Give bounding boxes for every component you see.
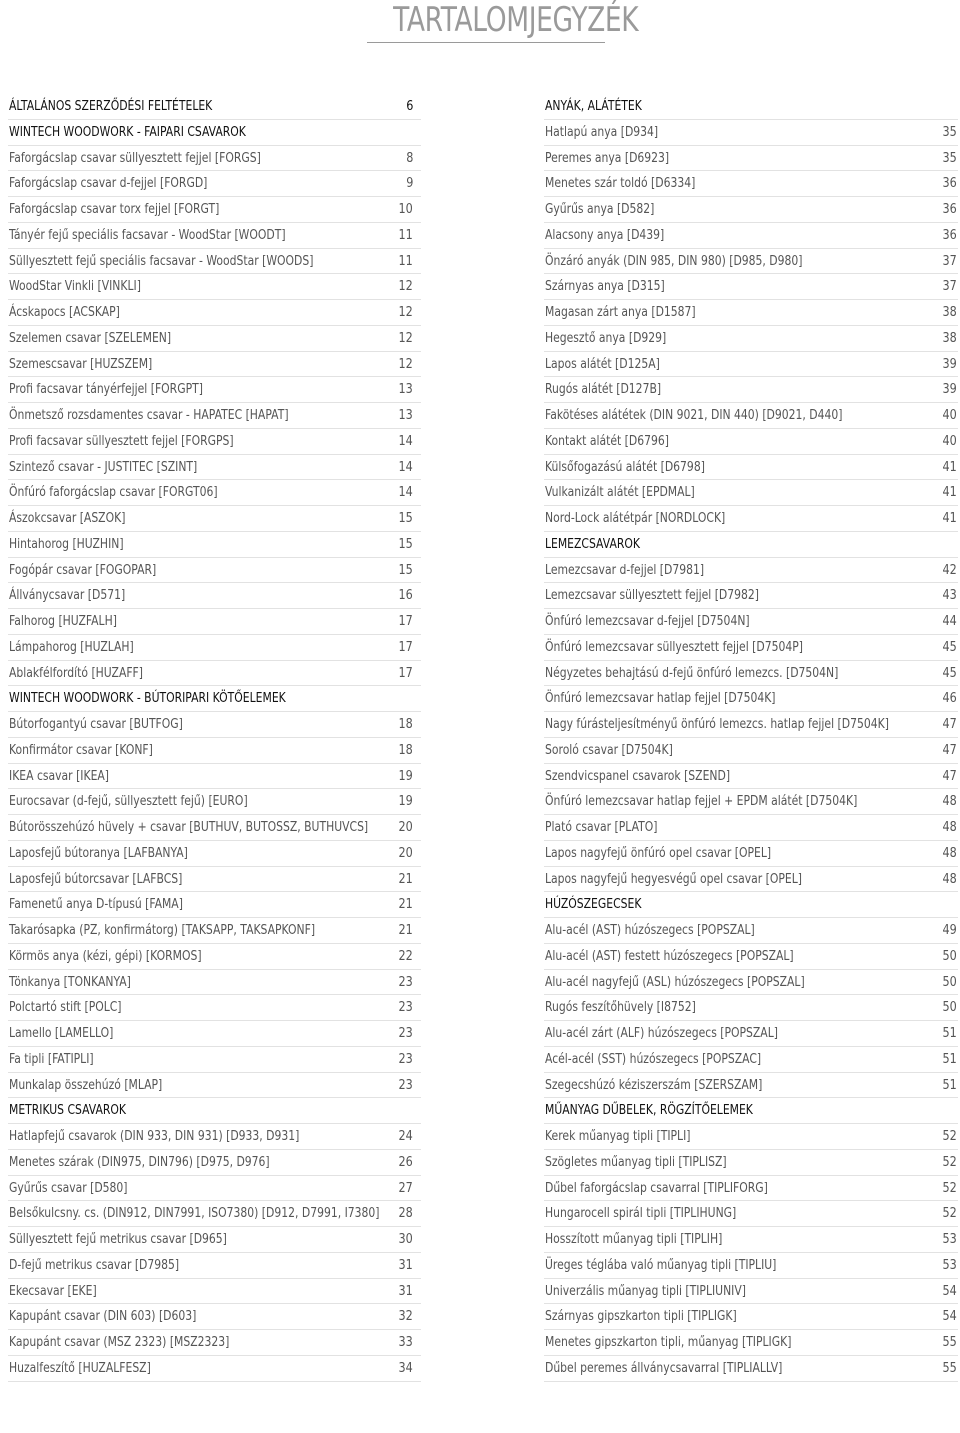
toc-entry-label: Alu-acél zárt (ALF) húzószegecs [POPSZAL] — [545, 1026, 778, 1041]
toc-entry — [544, 738, 958, 764]
toc-entry-label: Alu-acél nagyfejű (ASL) húzószegecs [POPSZAL] — [545, 974, 805, 990]
toc-entry-page-number: 53 — [942, 1257, 957, 1273]
toc-entry-label: Lapos alátét [D125A] — [545, 356, 660, 372]
toc-entry — [544, 712, 958, 738]
toc-entry-page-number: 23 — [398, 1026, 413, 1041]
toc-entry-label: WoodStar Vinkli [VINKLI] — [9, 279, 141, 295]
toc-entry — [544, 686, 958, 712]
toc-entry — [8, 815, 421, 841]
toc-entry — [544, 1330, 958, 1356]
toc-entry-label: Falhorog [HUZFALH] — [9, 614, 117, 629]
toc-entry — [8, 197, 421, 223]
toc-entry-page-number: 23 — [398, 1077, 413, 1093]
toc-entry-label: WINTECH WOODWORK - FAIPARI CSAVAROK — [9, 124, 246, 140]
toc-entry — [544, 249, 958, 275]
toc-entry — [8, 995, 421, 1021]
toc-entry-page-number: 12 — [398, 356, 413, 372]
toc-entry — [8, 532, 421, 558]
toc-entry — [8, 1150, 421, 1176]
toc-entry-page-number: 36 — [942, 176, 957, 192]
toc-entry — [8, 1356, 421, 1382]
toc-entry-label: Rugós feszítőhüvely [I8752] — [545, 1000, 696, 1016]
toc-entry — [8, 1304, 421, 1330]
toc-entry — [544, 635, 958, 661]
toc-entry — [8, 738, 421, 764]
toc-entry-label: Lapos nagyfejű hegyesvégű opel csavar [OPEL] — [545, 871, 802, 887]
toc-entry-label: Menetes szár toldó [D6334] — [545, 176, 696, 192]
toc-entry-page-number: 13 — [398, 382, 413, 398]
toc-entry-label: Hintahorog [HUZHIN] — [9, 536, 124, 552]
toc-entry-label: Eurocsavar (d-fejű, süllyesztett fejű) [EURO] — [9, 794, 248, 810]
toc-entry-label: Famenetű anya D-típusú [FAMA] — [9, 897, 183, 913]
toc-entry-page-number: 16 — [398, 588, 413, 604]
toc-entry — [544, 867, 958, 893]
toc-entry — [8, 403, 421, 429]
toc-section-header — [544, 94, 958, 120]
toc-section-header — [8, 120, 421, 146]
toc-entry — [544, 1356, 958, 1382]
toc-entry-label: Konfirmátor csavar [KONF] — [9, 742, 153, 758]
toc-entry-page-number: 49 — [942, 923, 957, 938]
toc-entry-label: Fa tipli [FATIPLI] — [9, 1051, 94, 1067]
toc-entry — [544, 995, 958, 1021]
toc-entry-page-number: 11 — [398, 227, 413, 243]
toc-entry-label: Dűbel peremes állványcsavarral [TIPLIALLV] — [545, 1360, 783, 1376]
toc-entry-label: Polctartó stift [POLC] — [9, 1000, 122, 1016]
toc-entry-page-number: 40 — [942, 408, 957, 423]
toc-entry-page-number: 45 — [942, 639, 957, 655]
toc-entry-page-number: 11 — [398, 253, 413, 269]
toc-entry-page-number: 52 — [942, 1129, 957, 1144]
toc-entry-page-number: 37 — [942, 279, 957, 295]
toc-entry — [544, 1176, 958, 1202]
toc-entry-page-number: 6 — [405, 99, 413, 114]
toc-entry-page-number: 20 — [398, 845, 413, 861]
toc-entry-label: Kerek műanyag tipli [TIPLI] — [545, 1129, 691, 1144]
toc-entry — [8, 1176, 421, 1202]
toc-entry-page-number: 8 — [405, 150, 413, 166]
toc-entry-label: Faforgácslap csavar torx fejjel [FORGT] — [9, 202, 220, 217]
toc-entry-label: Lamello [LAMELLO] — [9, 1026, 114, 1041]
toc-entry — [544, 1124, 958, 1150]
toc-entry — [8, 223, 421, 249]
toc-entry-page-number: 18 — [398, 717, 413, 732]
toc-entry-page-number: 51 — [942, 1077, 957, 1093]
toc-entry-page-number: 44 — [942, 614, 957, 629]
toc-entry-label: Tönkanya [TONKANYA] — [9, 974, 131, 990]
toc-entry — [8, 892, 421, 918]
toc-entry — [544, 146, 958, 172]
toc-entry-label: Tányér fejű speciális facsavar - WoodStar [WOODT] — [9, 227, 286, 243]
toc-entry-page-number: 48 — [942, 820, 957, 835]
toc-entry-page-number: 47 — [942, 742, 957, 758]
toc-entry-label: Szelemen csavar [SZELEMEN] — [9, 330, 172, 346]
toc-entry-label: Huzalfeszítő [HUZALFESZ] — [9, 1360, 151, 1376]
toc-entry-page-number: 43 — [942, 588, 957, 604]
toc-entry — [544, 429, 958, 455]
toc-entry-label: Kapupánt csavar (DIN 603) [D603] — [9, 1309, 197, 1325]
toc-entry-label: Faforgácslap csavar süllyesztett fejjel [FORGS] — [9, 150, 261, 166]
toc-entry-label: Hatlapfejű csavarok (DIN 933, DIN 931) [D933, D931] — [9, 1129, 300, 1144]
toc-entry — [8, 661, 421, 687]
toc-entry-page-number: 42 — [942, 562, 957, 578]
toc-entry-page-number: 14 — [398, 485, 413, 501]
toc-entry — [544, 1304, 958, 1330]
toc-entry-page-number: 41 — [942, 485, 957, 501]
toc-entry-page-number: 14 — [398, 459, 413, 475]
toc-entry-page-number: 45 — [942, 665, 957, 681]
toc-entry-page-number: 24 — [398, 1129, 413, 1144]
toc-entry-label: Munkalap összehúzó [MLAP] — [9, 1077, 163, 1093]
toc-right-column — [544, 94, 958, 1382]
toc-entry-page-number: 47 — [942, 768, 957, 784]
toc-entry-page-number: 41 — [942, 459, 957, 475]
toc-entry-label: Vulkanizált alátét [EPDMAL] — [545, 485, 695, 501]
toc-entry-label: Nagy fúrásteljesítményű önfúró lemezcs. hatlap fejjel [D7504K] — [545, 717, 889, 732]
toc-entry-label: Körmös anya (kézi, gépi) [KORMOS] — [9, 948, 202, 964]
toc-entry-label: Peremes anya [D6923] — [545, 150, 670, 166]
toc-entry — [8, 944, 421, 970]
toc-entry-page-number: 52 — [942, 1180, 957, 1196]
toc-entry-label: LEMEZCSAVAROK — [545, 536, 640, 552]
toc-entry-label: Laposfejű bútorcsavar [LAFBCS] — [9, 871, 183, 887]
toc-entry-label: Önfúró lemezcsavar d-fejjel [D7504N] — [545, 614, 750, 629]
toc-entry-label: Önfúró lemezcsavar hatlap fejjel [D7504K] — [545, 691, 776, 707]
toc-entry-page-number: 39 — [942, 356, 957, 372]
toc-entry-page-number: 40 — [942, 433, 957, 449]
toc-entry — [8, 712, 421, 738]
toc-section-header — [8, 94, 421, 120]
toc-entry-label: Soroló csavar [D7504K] — [545, 742, 673, 758]
toc-entry-label: Menetes szárak (DIN975, DIN796) [D975, D976] — [9, 1154, 270, 1170]
toc-entry-label: Ekecsavar [EKE] — [9, 1283, 97, 1299]
toc-entry-label: Önzáró anyák (DIN 985, DIN 980) [D985, D980] — [545, 253, 803, 269]
toc-entry-page-number: 52 — [942, 1206, 957, 1222]
toc-entry-page-number: 26 — [398, 1154, 413, 1170]
toc-entry-label: ANYÁK, ALÁTÉTEK — [545, 99, 642, 114]
toc-entry-page-number: 17 — [398, 639, 413, 655]
toc-entry-label: Bútorösszehúzó hüvely + csavar [BUTHUV, BUTOSSZ, BUTHUVCS] — [9, 820, 369, 835]
toc-entry — [8, 609, 421, 635]
toc-entry-label: D-fejű metrikus csavar [D7985] — [9, 1257, 180, 1273]
toc-entry-page-number: 12 — [398, 305, 413, 320]
toc-entry — [544, 377, 958, 403]
toc-entry-page-number: 17 — [398, 614, 413, 629]
toc-entry-page-number: 35 — [942, 124, 957, 140]
toc-entry-page-number: 50 — [942, 948, 957, 964]
toc-entry-label: IKEA csavar [IKEA] — [9, 768, 110, 784]
toc-entry-page-number: 20 — [398, 820, 413, 835]
toc-entry — [8, 326, 421, 352]
toc-entry-label: Belsőkulcsny. cs. (DIN912, DIN7991, ISO7380) [D912, D7991, I7380] — [9, 1206, 380, 1222]
toc-entry-page-number: 12 — [398, 279, 413, 295]
toc-entry — [544, 1279, 958, 1305]
toc-entry-label: Önfúró faforgácslap csavar [FORGT06] — [9, 485, 218, 501]
toc-entry-label: Profi facsavar tányérfejjel [FORGPT] — [9, 382, 203, 398]
toc-entry — [8, 146, 421, 172]
toc-entry — [8, 1124, 421, 1150]
toc-entry — [544, 1227, 958, 1253]
toc-entry — [544, 1150, 958, 1176]
toc-entry — [8, 789, 421, 815]
toc-entry-page-number: 15 — [398, 511, 413, 526]
toc-entry-label: Acél-acél (SST) húzószegecs [POPSZAC] — [545, 1051, 762, 1067]
toc-entry-page-number: 46 — [942, 691, 957, 707]
toc-entry-label: Szárnyas anya [D315] — [545, 279, 665, 295]
toc-entry-page-number: 50 — [942, 974, 957, 990]
toc-entry-label: Plató csavar [PLATO] — [545, 820, 658, 835]
toc-entry-label: Dűbel faforgácslap csavarral [TIPLIFORG] — [545, 1180, 768, 1196]
title-underline — [367, 42, 605, 43]
toc-entry-page-number: 34 — [398, 1360, 413, 1376]
toc-entry-label: Önfúró lemezcsavar hatlap fejjel + EPDM alátét [D7504K] — [545, 794, 858, 810]
toc-entry — [544, 120, 958, 146]
toc-entry — [8, 764, 421, 790]
toc-entry-label: Szegecshúzó kéziszerszám [SZERSZAM] — [545, 1077, 763, 1093]
toc-entry-label: Hosszított műanyag tipli [TIPLIH] — [545, 1232, 723, 1247]
toc-entry — [544, 300, 958, 326]
toc-entry-page-number: 22 — [398, 948, 413, 964]
toc-entry — [544, 274, 958, 300]
toc-entry — [8, 1330, 421, 1356]
toc-entry-label: Alu-acél (AST) húzószegecs [POPSZAL] — [545, 923, 755, 938]
toc-entry-label: Fogópár csavar [FOGOPAR] — [9, 562, 157, 578]
toc-entry-label: Önfúró lemezcsavar süllyesztett fejjel [D7504P] — [545, 639, 803, 655]
toc-entry — [544, 1021, 958, 1047]
toc-entry — [8, 558, 421, 584]
toc-entry — [8, 970, 421, 996]
toc-entry — [8, 1279, 421, 1305]
toc-entry — [544, 223, 958, 249]
toc-entry-page-number: 15 — [398, 536, 413, 552]
toc-entry — [8, 1253, 421, 1279]
toc-entry-label: MŰANYAG DŰBELEK, RÖGZÍTŐELEMEK — [545, 1103, 753, 1119]
toc-entry-page-number: 39 — [942, 382, 957, 398]
toc-entry-label: Fakötéses alátétek (DIN 9021, DIN 440) [D9021, D440] — [545, 408, 843, 423]
toc-entry — [8, 583, 421, 609]
toc-entry-page-number: 28 — [398, 1206, 413, 1222]
toc-entry-page-number: 31 — [398, 1283, 413, 1299]
toc-entry-label: Ablakfélfordító [HUZAFF] — [9, 665, 144, 681]
toc-entry — [544, 970, 958, 996]
toc-entry — [544, 506, 958, 532]
toc-entry-page-number: 23 — [398, 1051, 413, 1067]
toc-entry-page-number: 17 — [398, 665, 413, 681]
toc-entry — [544, 583, 958, 609]
toc-entry-label: Üreges téglába való műanyag tipli [TIPLIU] — [545, 1257, 777, 1273]
toc-entry-page-number: 23 — [398, 1000, 413, 1016]
toc-entry-page-number: 19 — [398, 768, 413, 784]
toc-entry — [8, 300, 421, 326]
toc-entry — [544, 326, 958, 352]
toc-entry-page-number: 38 — [942, 305, 957, 320]
toc-entry-page-number: 32 — [398, 1309, 413, 1325]
toc-section-header — [544, 1098, 958, 1124]
toc-entry — [544, 197, 958, 223]
toc-entry-label: Magasan zárt anya [D1587] — [545, 305, 696, 320]
toc-entry-label: Kapupánt csavar (MSZ 2323) [MSZ2323] — [9, 1335, 230, 1350]
toc-entry-label: HÚZÓSZEGECSEK — [545, 897, 642, 913]
toc-entry-page-number: 21 — [398, 897, 413, 913]
toc-entry-label: Nord-Lock alátétpár [NORDLOCK] — [545, 511, 726, 526]
toc-entry-label: Hungarocell spirál tipli [TIPLIHUNG] — [545, 1206, 737, 1222]
toc-entry-page-number: 19 — [398, 794, 413, 810]
toc-entry — [8, 841, 421, 867]
toc-entry — [8, 274, 421, 300]
toc-entry-page-number: 51 — [942, 1026, 957, 1041]
toc-entry-label: Univerzális műanyag tipli [TIPLIUNIV] — [545, 1283, 746, 1299]
toc-entry-label: Süllyesztett fejű metrikus csavar [D965] — [9, 1232, 227, 1247]
toc-entry-page-number: 48 — [942, 871, 957, 887]
toc-entry — [8, 352, 421, 378]
toc-entry — [8, 455, 421, 481]
toc-entry-page-number: 13 — [398, 408, 413, 423]
toc-entry-label: Szemescsavar [HUZSZEM] — [9, 356, 153, 372]
toc-entry-page-number: 53 — [942, 1232, 957, 1247]
toc-entry — [8, 867, 421, 893]
toc-entry-page-number: 37 — [942, 253, 957, 269]
toc-entry — [544, 403, 958, 429]
toc-left-column — [8, 94, 421, 1382]
toc-entry — [544, 815, 958, 841]
toc-entry-page-number: 55 — [942, 1360, 957, 1376]
toc-entry-label: Önmetsző rozsdamentes csavar - HAPATEC [HAPAT] — [9, 408, 289, 423]
toc-entry — [8, 1047, 421, 1073]
toc-entry-page-number: 38 — [942, 330, 957, 346]
toc-entry — [544, 789, 958, 815]
toc-entry — [8, 506, 421, 532]
toc-entry — [544, 352, 958, 378]
toc-entry-page-number: 51 — [942, 1051, 957, 1067]
toc-entry-page-number: 55 — [942, 1335, 957, 1350]
toc-entry — [544, 1201, 958, 1227]
toc-entry — [8, 429, 421, 455]
toc-entry-page-number: 33 — [398, 1335, 413, 1350]
toc-entry-page-number: 41 — [942, 511, 957, 526]
toc-entry-label: Gyűrűs anya [D582] — [545, 202, 655, 217]
toc-entry-page-number: 27 — [398, 1180, 413, 1196]
page-title: TARTALOMJEGYZÉK — [393, 0, 639, 40]
toc-entry-label: Laposfejű bútoranya [LAFBANYA] — [9, 845, 188, 861]
toc-entry — [8, 1227, 421, 1253]
toc-entry-page-number: 15 — [398, 562, 413, 578]
toc-entry-page-number: 10 — [398, 202, 413, 217]
toc-entry-label: WINTECH WOODWORK - BÚTORIPARI KÖTŐELEMEK — [9, 691, 286, 707]
toc-entry-page-number: 21 — [398, 923, 413, 938]
toc-entry-label: Hatlapú anya [D934] — [545, 124, 659, 140]
toc-entry-label: Süllyesztett fejű speciális facsavar - WoodStar [WOODS] — [9, 253, 314, 269]
toc-entry — [544, 918, 958, 944]
toc-entry — [544, 661, 958, 687]
toc-entry-page-number: 23 — [398, 974, 413, 990]
toc-entry-label: Szintező csavar - JUSTITEC [SZINT] — [9, 459, 198, 475]
toc-entry-page-number: 36 — [942, 202, 957, 217]
toc-entry — [8, 1201, 421, 1227]
toc-entry — [544, 1253, 958, 1279]
toc-entry-page-number: 48 — [942, 845, 957, 861]
toc-entry — [8, 635, 421, 661]
toc-entry-label: Menetes gipszkarton tipli, műanyag [TIPLIGK] — [545, 1335, 792, 1350]
toc-entry-label: Gyűrűs csavar [D580] — [9, 1180, 128, 1196]
toc-entry — [544, 764, 958, 790]
toc-entry-label: Négyzetes behajtású d-fejű önfúró lemezcs. [D7504N] — [545, 665, 839, 681]
toc-entry-page-number: 21 — [398, 871, 413, 887]
toc-entry-label: Profi facsavar süllyesztett fejjel [FORGPS] — [9, 433, 234, 449]
toc-entry — [8, 249, 421, 275]
toc-entry-label: Lemezcsavar süllyesztett fejjel [D7982] — [545, 588, 759, 604]
toc-entry-label: Szögletes műanyag tipli [TIPLISZ] — [545, 1154, 727, 1170]
toc-entry — [544, 455, 958, 481]
toc-entry-label: Ácskapocs [ACSKAP] — [9, 305, 120, 320]
toc-entry-page-number: 54 — [942, 1283, 957, 1299]
toc-entry-label: Lapos nagyfejű önfúró opel csavar [OPEL] — [545, 845, 772, 861]
toc-entry-label: Kontakt alátét [D6796] — [545, 433, 669, 449]
toc-section-header — [544, 892, 958, 918]
toc-entry-label: Hegesztő anya [D929] — [545, 330, 667, 346]
toc-entry-label: Szendvicspanel csavarok [SZEND] — [545, 768, 731, 784]
toc-entry-page-number: 50 — [942, 1000, 957, 1016]
toc-entry — [544, 944, 958, 970]
toc-entry — [544, 480, 958, 506]
toc-entry-label: Alu-acél (AST) festett húzószegecs [POPSZAL] — [545, 948, 794, 964]
toc-entry-page-number: 48 — [942, 794, 957, 810]
toc-section-header — [8, 686, 421, 712]
toc-entry — [8, 171, 421, 197]
toc-entry-label: Bútorfogantyú csavar [BUTFOG] — [9, 717, 183, 732]
toc-entry — [544, 1047, 958, 1073]
toc-entry-page-number: 36 — [942, 227, 957, 243]
toc-entry-page-number: 52 — [942, 1154, 957, 1170]
toc-entry-label: Takarósapka (PZ, konfirmátorg) [TAKSAPP, TAKSAPKONF] — [9, 923, 316, 938]
toc-entry-label: METRIKUS CSAVAROK — [9, 1103, 127, 1119]
toc-entry — [544, 1073, 958, 1099]
toc-entry-page-number: 35 — [942, 150, 957, 166]
toc-entry-label: Alacsony anya [D439] — [545, 227, 665, 243]
toc-entry-label: Lámpahorog [HUZLAH] — [9, 639, 134, 655]
toc-entry-page-number: 30 — [398, 1232, 413, 1247]
toc-entry — [8, 918, 421, 944]
toc-entry-label: Állványcsavar [D571] — [9, 588, 126, 604]
toc-entry-page-number: 18 — [398, 742, 413, 758]
toc-entry-page-number: 12 — [398, 330, 413, 346]
toc-entry — [8, 377, 421, 403]
toc-entry-label: ÁLTALÁNOS SZERZŐDÉSI FELTÉTELEK — [9, 99, 213, 114]
toc-entry — [544, 609, 958, 635]
toc-entry-page-number: 9 — [405, 176, 413, 192]
toc-entry — [8, 1021, 421, 1047]
toc-section-header — [544, 532, 958, 558]
toc-section-header — [8, 1098, 421, 1124]
toc-entry-label: Lemezcsavar d-fejjel [D7981] — [545, 562, 705, 578]
toc-entry-label: Szárnyas gipszkarton tipli [TIPLIGK] — [545, 1309, 737, 1325]
toc-entry — [544, 841, 958, 867]
toc-entry-label: Ászokcsavar [ASZOK] — [9, 511, 126, 526]
toc-entry-label: Rugós alátét [D127B] — [545, 382, 662, 398]
toc-entry-label: Külsőfogazású alátét [D6798] — [545, 459, 705, 475]
toc-entry — [8, 480, 421, 506]
toc-entry-page-number: 31 — [398, 1257, 413, 1273]
toc-entry-page-number: 54 — [942, 1309, 957, 1325]
toc-entry — [8, 1073, 421, 1099]
toc-entry-label: Faforgácslap csavar d-fejjel [FORGD] — [9, 176, 208, 192]
toc-entry-page-number: 47 — [942, 717, 957, 732]
toc-entry — [544, 171, 958, 197]
toc-entry — [544, 558, 958, 584]
toc-entry-page-number: 14 — [398, 433, 413, 449]
